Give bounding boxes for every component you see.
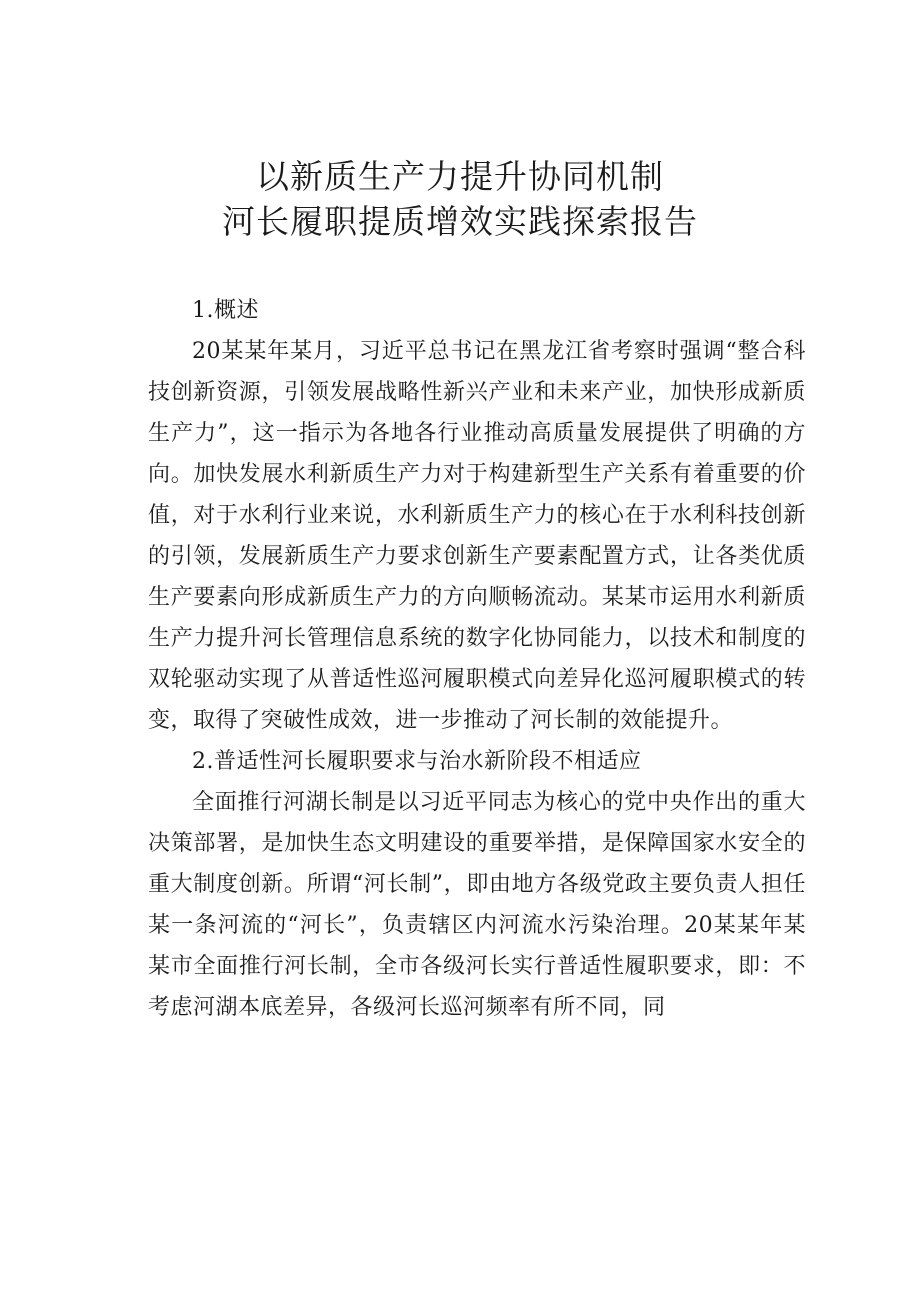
paragraph-river-chief-system: 全面推行河湖长制是以习近平同志为核心的党中央作出的重大决策部署，是加快生态文明建设的重要举措，是保障国家水安全的重大制度创新。所谓“河长制”，即由地方各级党政主要负责人担任某一条河流的“河长”，负责辖区内河流水污染治理。20某某年某某市全面推行河长制，全市各级河长实行普适性履职要求，即：不考虑河湖本底差异，各级河长巡河频率有所不同，同 bbox=[148, 790, 806, 1020]
section-heading-overview: 1.概述 bbox=[192, 298, 259, 323]
paragraph-overview: 20某某年某月，习近平总书记在黑龙江省考察时强调“整合科技创新资源，引领发展战略性新兴产业和未来产业，加快形成新质生产力”，这一指示为各地各行业推动高质量发展提供了明确的方向。加快发展水利新质生产力对于构建新型生产关系有着重要的价值，对于水利行业来说，水利新质生产力的核心在于水利科技创新的引领，发展新质生产力要求创新生产要素配置方式，让各类优质生产要素向形成新质生产力的方向顺畅流动。某某市运用水利新质生产力提升河长管理信息系统的数字化协同能力，以技术和制度的双轮驱动实现了从普适性巡河履职模式向差异化巡河履职模式的转变，取得了突破性成效，进一步推动了河长制的效能提升。 bbox=[148, 339, 806, 733]
document-title-line-2: 河长履职提质增效实践探索报告 bbox=[222, 202, 698, 241]
document-body bbox=[148, 290, 806, 1028]
document-title-line-1: 以新质生产力提升协同机制 bbox=[256, 157, 664, 196]
section-heading-mismatch: 2.普适性河长履职要求与治水新阶段不相适应 bbox=[192, 749, 642, 774]
